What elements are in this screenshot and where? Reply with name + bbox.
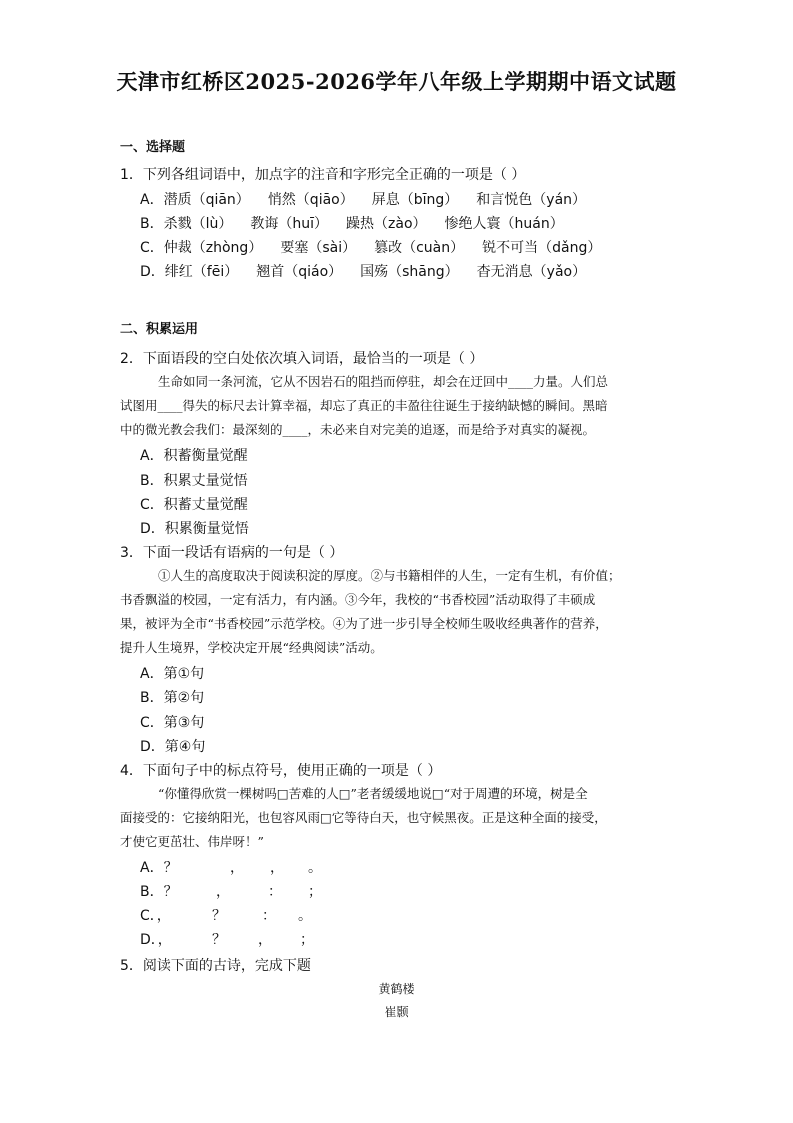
question-2-option-c[interactable]: C．积蓄丈量觉醒 [140,497,248,513]
question-2-option-d[interactable]: D．积累衡量觉悟 [140,521,249,537]
option-word: C．仲裁（zhòng） [140,240,263,256]
option-word: 惨绝人寰（huán） [444,216,564,232]
question-3-option-d[interactable]: D．第④句 [140,739,206,755]
passage-line: 试图用____得失的标尺去计算幸福，却忘了真正的丰盈往往诞生于接纳缺憾的瞬间。黑暗 [120,398,608,413]
option-mark: ， [258,932,272,948]
question-4-passage [120,782,680,854]
passage-line: 面接受的：它接纳阳光，也包容风雨□它等待白天，也守候黑夜。正是这种全面的接受， [120,810,607,825]
option-mark: ？ [212,932,226,948]
question-3-option-c[interactable]: C．第③句 [140,715,205,731]
option-mark: ； [308,884,322,900]
option-mark: C．， [140,908,171,924]
question-4-stem: 4．下面句子中的标点符号，使用正确的一项是（ ） [120,763,442,779]
question-3-passage [120,564,680,660]
option-word: A．潜质（qiān） [140,192,250,208]
question-2-option-b[interactable]: B．积累丈量觉悟 [140,473,248,489]
passage-line: 提升人生境界，学校决定开展“经典阅读”活动。 [120,640,383,655]
option-word: D．绯红（fēi） [140,264,239,280]
option-word: B．杀戮（lù） [140,216,233,232]
option-mark: ； [300,932,314,948]
section-heading-choice: 一、选择题 [120,140,186,155]
option-word: 国殇（shāng） [360,264,459,280]
option-word: 教诲（huī） [250,216,329,232]
question-3-option-b[interactable]: B．第②句 [140,690,205,706]
option-mark: ？ [212,908,226,924]
passage-line: ①人生的高度取决于阅读积淀的厚度。②与书籍相伴的人生，一定有生机，有价值； [158,568,621,583]
option-mark: A．？ [140,860,178,876]
question-2-stem: 2．下面语段的空白处依次填入词语，最恰当的一项是（ ） [120,351,484,367]
poem-author: 崔颢 [384,1005,409,1019]
question-1-option-a[interactable] [140,189,586,209]
option-word: 躁热（zào） [346,216,427,232]
option-word: 锐不可当（dǎng） [482,240,602,256]
question-1-option-c[interactable] [140,237,601,257]
option-mark: ， [216,884,230,900]
section-heading-application: 二、积累运用 [120,322,199,337]
option-word: 要塞（sài） [280,240,357,256]
option-mark: B．？ [140,884,178,900]
option-mark: ： [268,884,282,900]
page-title: 天津市红桥区2025-2026学年八年级上学期期中语文试题 [116,69,677,94]
question-3-stem: 3．下面一段话有语病的一句是（ ） [120,545,344,561]
option-word: 屏息（bīng） [371,192,459,208]
option-mark: 。 [298,908,312,924]
question-1-stem: 1．下列各组词语中，加点字的注音和字形完全正确的一项是（ ） [120,167,526,183]
question-2-option-a[interactable]: A．积蓄衡量觉醒 [140,448,248,464]
passage-line: 果，被评为全市“书香校园”示范学校。④为了进一步引导全校师生吸收经典著作的营养， [120,616,608,631]
option-mark: D．， [140,932,172,948]
passage-line: “你懂得欣赏一棵树吗□苦难的人□”老者缓缓地说□“对于周遭的环境，树是全 [158,786,588,801]
option-word: 和言悦色（yán） [476,192,587,208]
option-mark: ： [262,908,276,924]
poem-title: 黄鹤楼 [378,982,415,996]
passage-line: 中的微光教会我们：最深刻的____，未必来自对完美的追逐，而是给予对真实的凝视。 [120,422,596,437]
option-mark: ， [270,860,284,876]
question-1-option-b[interactable] [140,213,564,233]
passage-line: 书香飘溢的校园，一定有活力，有内涵。③今年，我校的“书香校园”活动取得了丰硕成 [120,592,596,607]
question-3-option-a[interactable]: A．第①句 [140,666,205,682]
option-mark: 。 [308,860,322,876]
option-word: 篡改（cuàn） [374,240,465,256]
question-2-passage [120,370,680,442]
option-word: 翘首（qiáo） [256,264,343,280]
question-5-stem: 5．阅读下面的古诗，完成下题 [120,958,311,974]
option-word: 杳无消息（yǎo） [476,264,587,280]
option-mark: ， [230,860,244,876]
passage-line: 生命如同一条河流，它从不因岩石的阻挡而停驻，却会在迂回中____力量。人们总 [158,374,609,389]
question-1-option-d[interactable] [140,261,586,281]
passage-line: 才使它更茁壮、伟岸呀！” [120,834,264,849]
option-word: 悄然（qiāo） [267,192,354,208]
